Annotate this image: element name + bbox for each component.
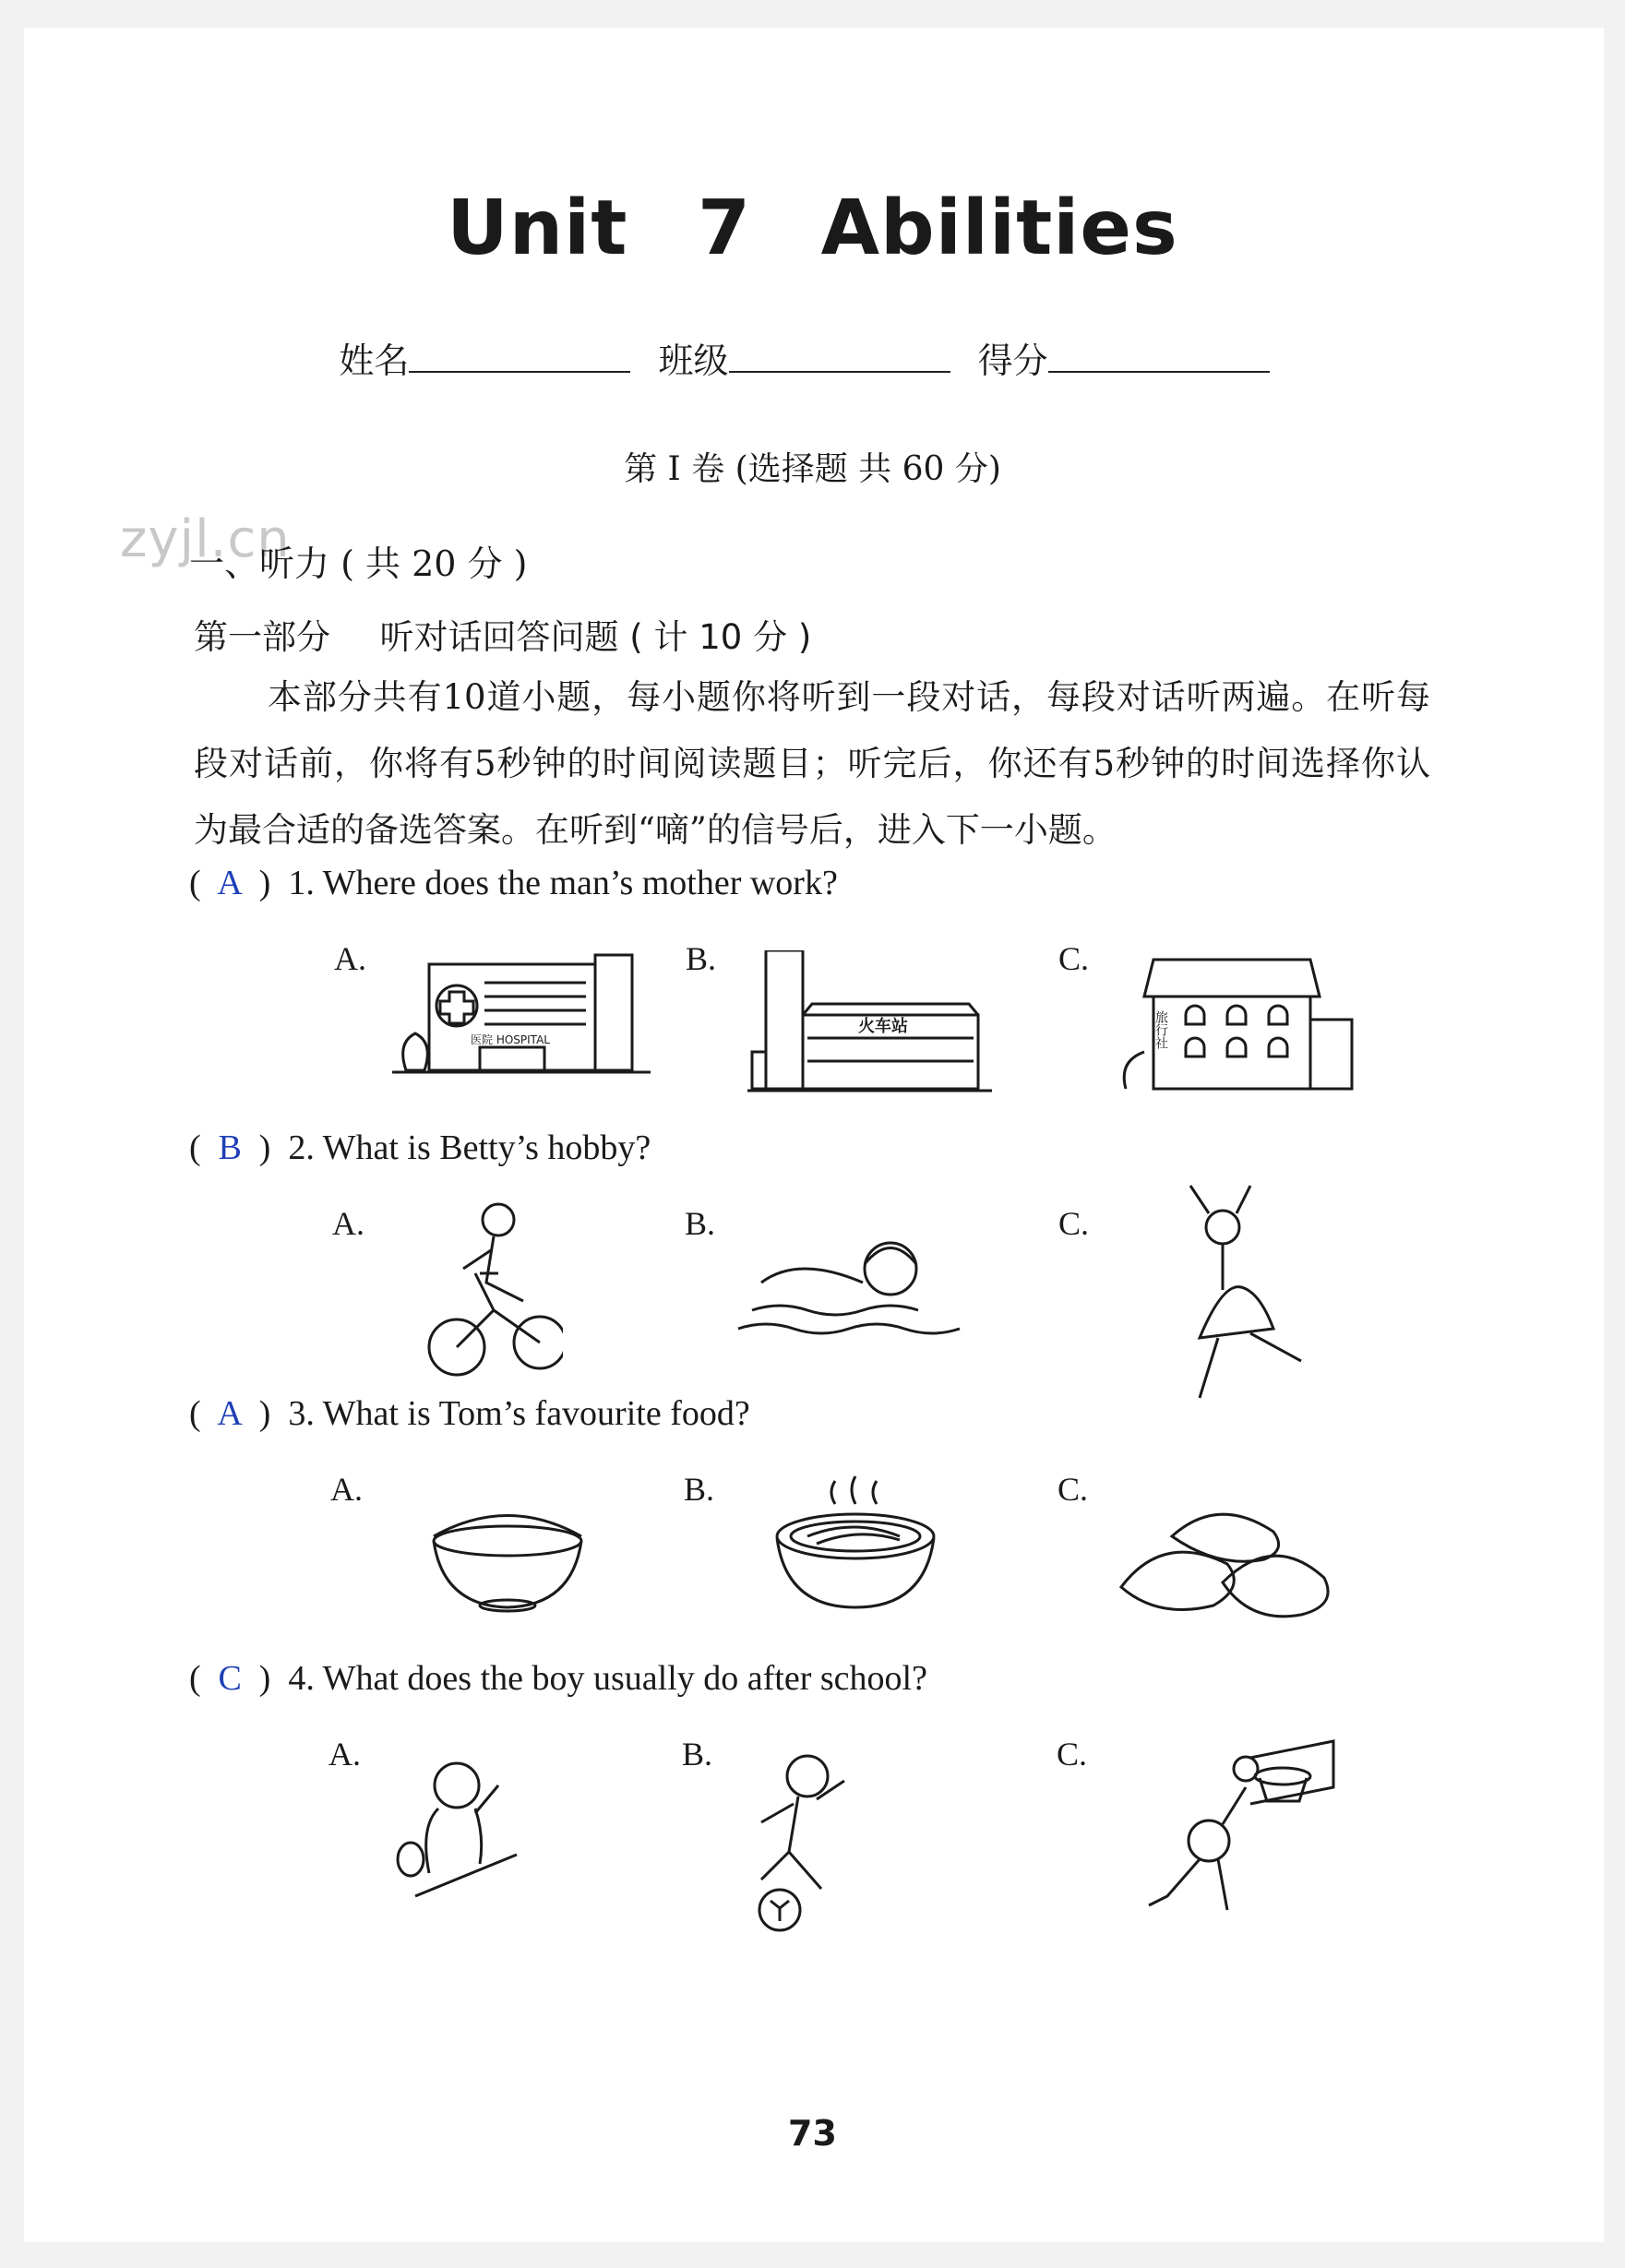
dumplings-icon[interactable] — [1117, 1504, 1333, 1629]
noodles-bowl-icon[interactable] — [771, 1472, 941, 1624]
score-label: 得分 — [977, 340, 1048, 381]
answer-4[interactable]: C — [218, 1659, 242, 1698]
option-c[interactable]: C. — [1057, 1736, 1088, 1773]
option-b[interactable]: B. — [682, 1736, 713, 1773]
train-station-icon[interactable] — [747, 950, 992, 1093]
question-2-text: 2. What is Betty’s hobby? — [288, 1128, 651, 1167]
hospital-icon[interactable] — [392, 946, 651, 1093]
name-label: 姓名 — [339, 340, 410, 381]
option-a[interactable]: A. — [334, 940, 366, 977]
option-b[interactable]: B. — [686, 940, 717, 977]
part-heading — [194, 609, 811, 659]
cycling-icon[interactable] — [424, 1200, 563, 1384]
part-label: 第一部分 — [194, 617, 330, 657]
instructions: 本部分共有10道小题，每小题你将听到一段对话，每段对话听两遍。在听每段对话前，你将有5秒钟的时间阅读题目；听完后，你还有5秒钟的时间选择你认为最合适的备选答案。在听到“嘀”的信号后，进入下一小题。 — [194, 677, 1430, 850]
watermark: zyjl.cn — [120, 509, 291, 569]
agency-sign: 旅行社 — [1153, 1010, 1168, 1049]
question-2: ( B ) 2. What is Betty’s hobby? — [189, 1128, 651, 1167]
question-4-text: 4. What does the boy usually do after school? — [288, 1659, 927, 1698]
dancing-icon[interactable] — [1153, 1176, 1320, 1407]
part-text: 听对话回答问题 ( 计 10 分 ) — [379, 617, 812, 657]
option-a[interactable]: A. — [332, 1205, 364, 1242]
section-heading: 一、听力 ( 共 20 分 ) — [189, 543, 528, 584]
answer-3[interactable]: A — [217, 1394, 243, 1433]
travel-agency-icon[interactable] — [1117, 950, 1356, 1098]
question-4: ( C ) 4. What does the boy usually do after school? — [189, 1659, 927, 1698]
score-blank[interactable] — [1048, 343, 1270, 373]
question-1: ( A ) 1. Where does the man’s mother work? — [189, 864, 838, 902]
hospital-sign: 医院 HOSPITAL — [471, 1033, 550, 1046]
basketball-icon[interactable] — [1117, 1739, 1343, 1924]
option-b[interactable]: B. — [684, 1471, 715, 1508]
option-b[interactable]: B. — [685, 1205, 716, 1242]
football-icon[interactable] — [729, 1749, 877, 1933]
table-tennis-icon[interactable] — [388, 1749, 535, 1910]
volume-heading: 第 I 卷 (选择题 共 60 分) — [624, 450, 1001, 488]
option-c[interactable]: C. — [1058, 940, 1090, 977]
class-blank[interactable] — [729, 343, 950, 373]
question-3-text: 3. What is Tom’s favourite food? — [288, 1394, 750, 1433]
class-label: 班级 — [658, 340, 729, 381]
question-1-text: 1. Where does the man’s mother work? — [288, 864, 838, 902]
answer-1[interactable]: A — [217, 864, 243, 902]
unit-title: Unit 7 Abilities — [447, 185, 1178, 272]
station-sign: 火车站 — [858, 1017, 908, 1036]
option-a[interactable]: A. — [329, 1736, 361, 1773]
page-number: 73 — [788, 2113, 837, 2154]
student-info — [0, 332, 1625, 383]
answer-2[interactable]: B — [218, 1128, 242, 1167]
question-3: ( A ) 3. What is Tom’s favourite food? — [189, 1394, 750, 1433]
option-a[interactable]: A. — [330, 1471, 363, 1508]
swimming-icon[interactable] — [734, 1218, 964, 1356]
name-blank[interactable] — [409, 343, 630, 373]
rice-bowl-icon[interactable] — [424, 1490, 591, 1619]
option-c[interactable]: C. — [1057, 1471, 1089, 1508]
option-c[interactable]: C. — [1058, 1205, 1090, 1242]
